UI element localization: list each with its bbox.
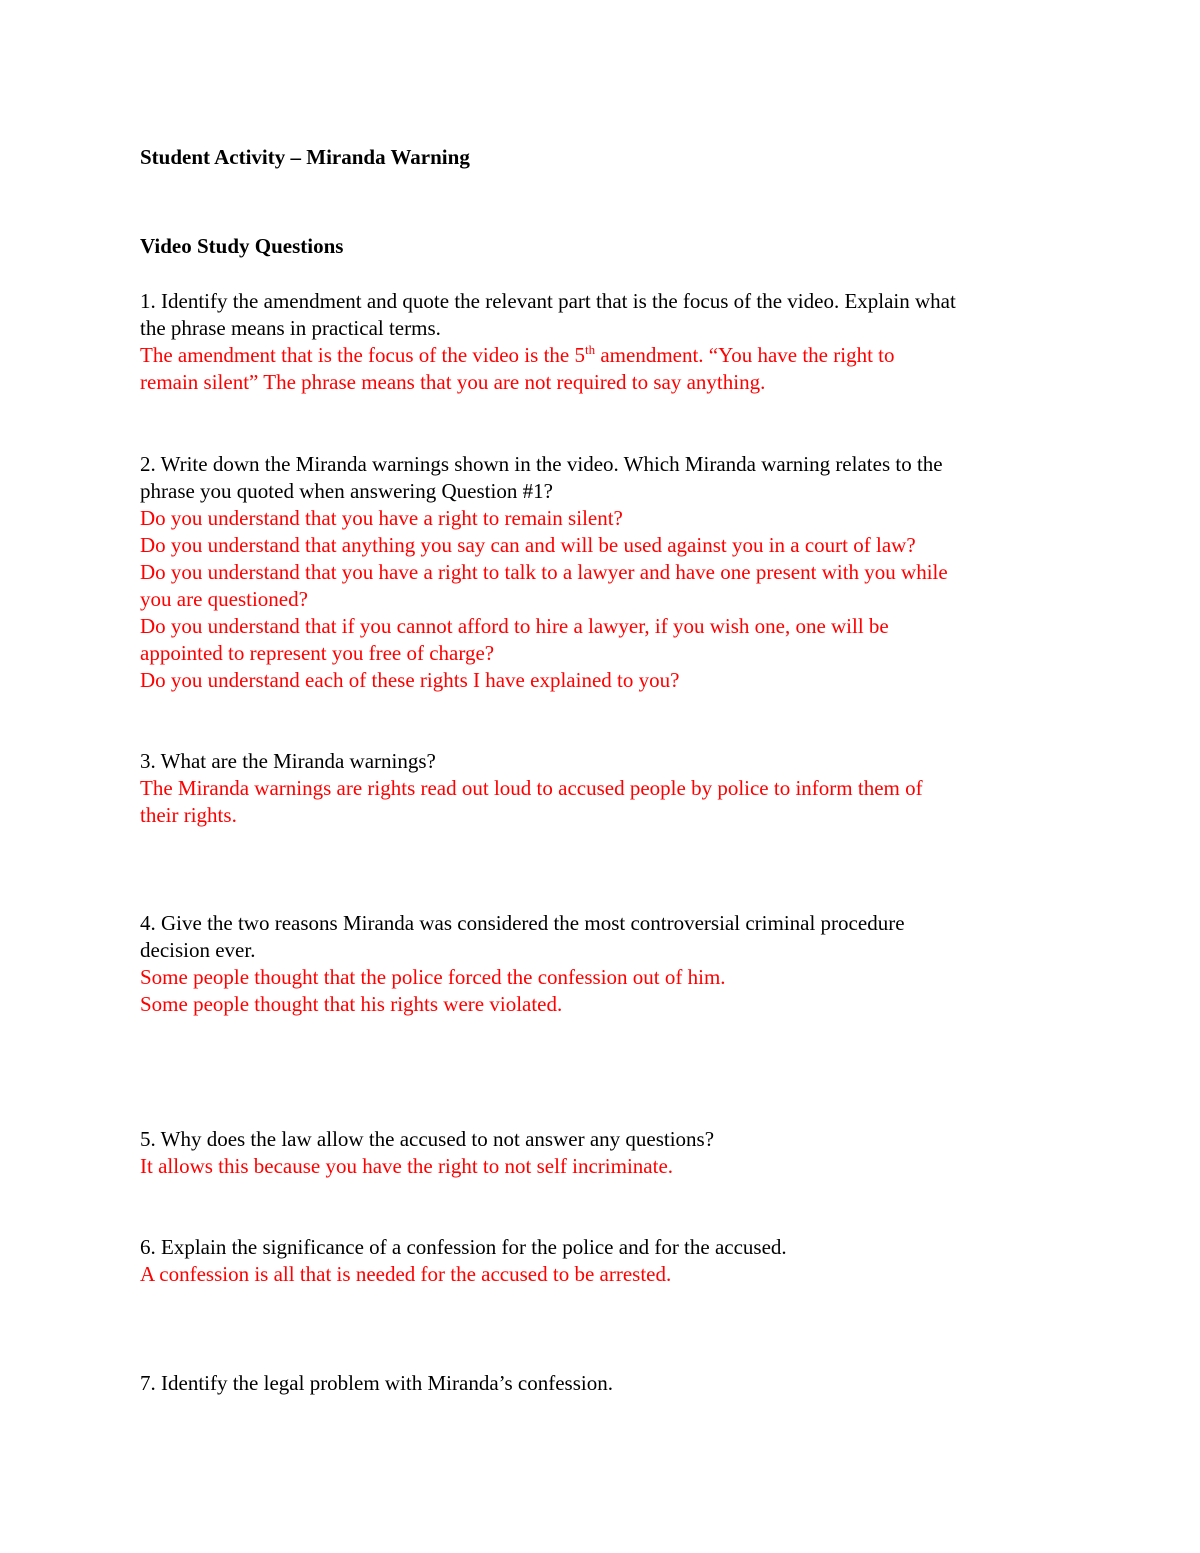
question-4-line-2: decision ever. [140,938,256,962]
answer-4-line-2: Some people thought that his rights were violated. [140,992,563,1016]
question-5 [140,1126,1070,1180]
question-4-line-1: 4. Give the two reasons Miranda was considered the most controversial criminal procedure [140,911,905,935]
question-2 [140,451,1070,694]
answer-2-line-2: Do you understand that anything you say can and will be used against you in a court of law? [140,533,916,557]
answer-2-line-5: Do you understand that if you cannot afford to hire a lawyer, if you wish one, one will be [140,614,889,638]
question-7-line-1: 7. Identify the legal problem with Miranda’s confession. [140,1371,613,1395]
answer-1-line-1-post: amendment. “You have the right to [595,343,895,367]
question-6 [140,1234,1070,1288]
answer-3-line-1: The Miranda warnings are rights read out loud to accused people by police to inform them of [140,776,923,800]
answer-1-line-1-pre: The amendment that is the focus of the video is the 5 [140,343,585,367]
question-2-line-1: 2. Write down the Miranda warnings shown in the video. Which Miranda warning relates to the [140,452,943,476]
answer-6-line-1: A confession is all that is needed for the accused to be arrested. [140,1262,672,1286]
question-1-line-2: the phrase means in practical terms. [140,316,441,340]
question-6-line-1: 6. Explain the significance of a confession for the police and for the accused. [140,1235,787,1259]
answer-1-line-1 [140,342,1070,369]
answer-4-line-1: Some people thought that the police forced the confession out of him. [140,965,726,989]
question-3 [140,748,1070,829]
question-4 [140,910,1070,1018]
document-title: Student Activity – Miranda Warning [140,145,470,169]
answer-2-line-3: Do you understand that you have a right to talk to a lawyer and have one present with you while [140,560,948,584]
answer-2-line-1: Do you understand that you have a right to remain silent? [140,506,623,530]
question-2-line-2: phrase you quoted when answering Question #1? [140,479,553,503]
question-3-line-1: 3. What are the Miranda warnings? [140,749,436,773]
question-1 [140,288,1070,396]
answer-2-line-7: Do you understand each of these rights I have explained to you? [140,668,680,692]
answer-5-line-1: It allows this because you have the right to not self incriminate. [140,1154,674,1178]
answer-1-line-2: remain silent” The phrase means that you are not required to say anything. [140,370,766,394]
answer-2-line-6: appointed to represent you free of charge? [140,641,495,665]
section-heading: Video Study Questions [140,234,344,258]
question-5-line-1: 5. Why does the law allow the accused to not answer any questions? [140,1127,715,1151]
answer-1-superscript: th [584,342,596,357]
question-1-line-1: 1. Identify the amendment and quote the relevant part that is the focus of the video. Explain what [140,289,956,313]
question-7 [140,1370,1070,1397]
answer-3-line-2: their rights. [140,803,237,827]
answer-2-line-4: you are questioned? [140,587,308,611]
